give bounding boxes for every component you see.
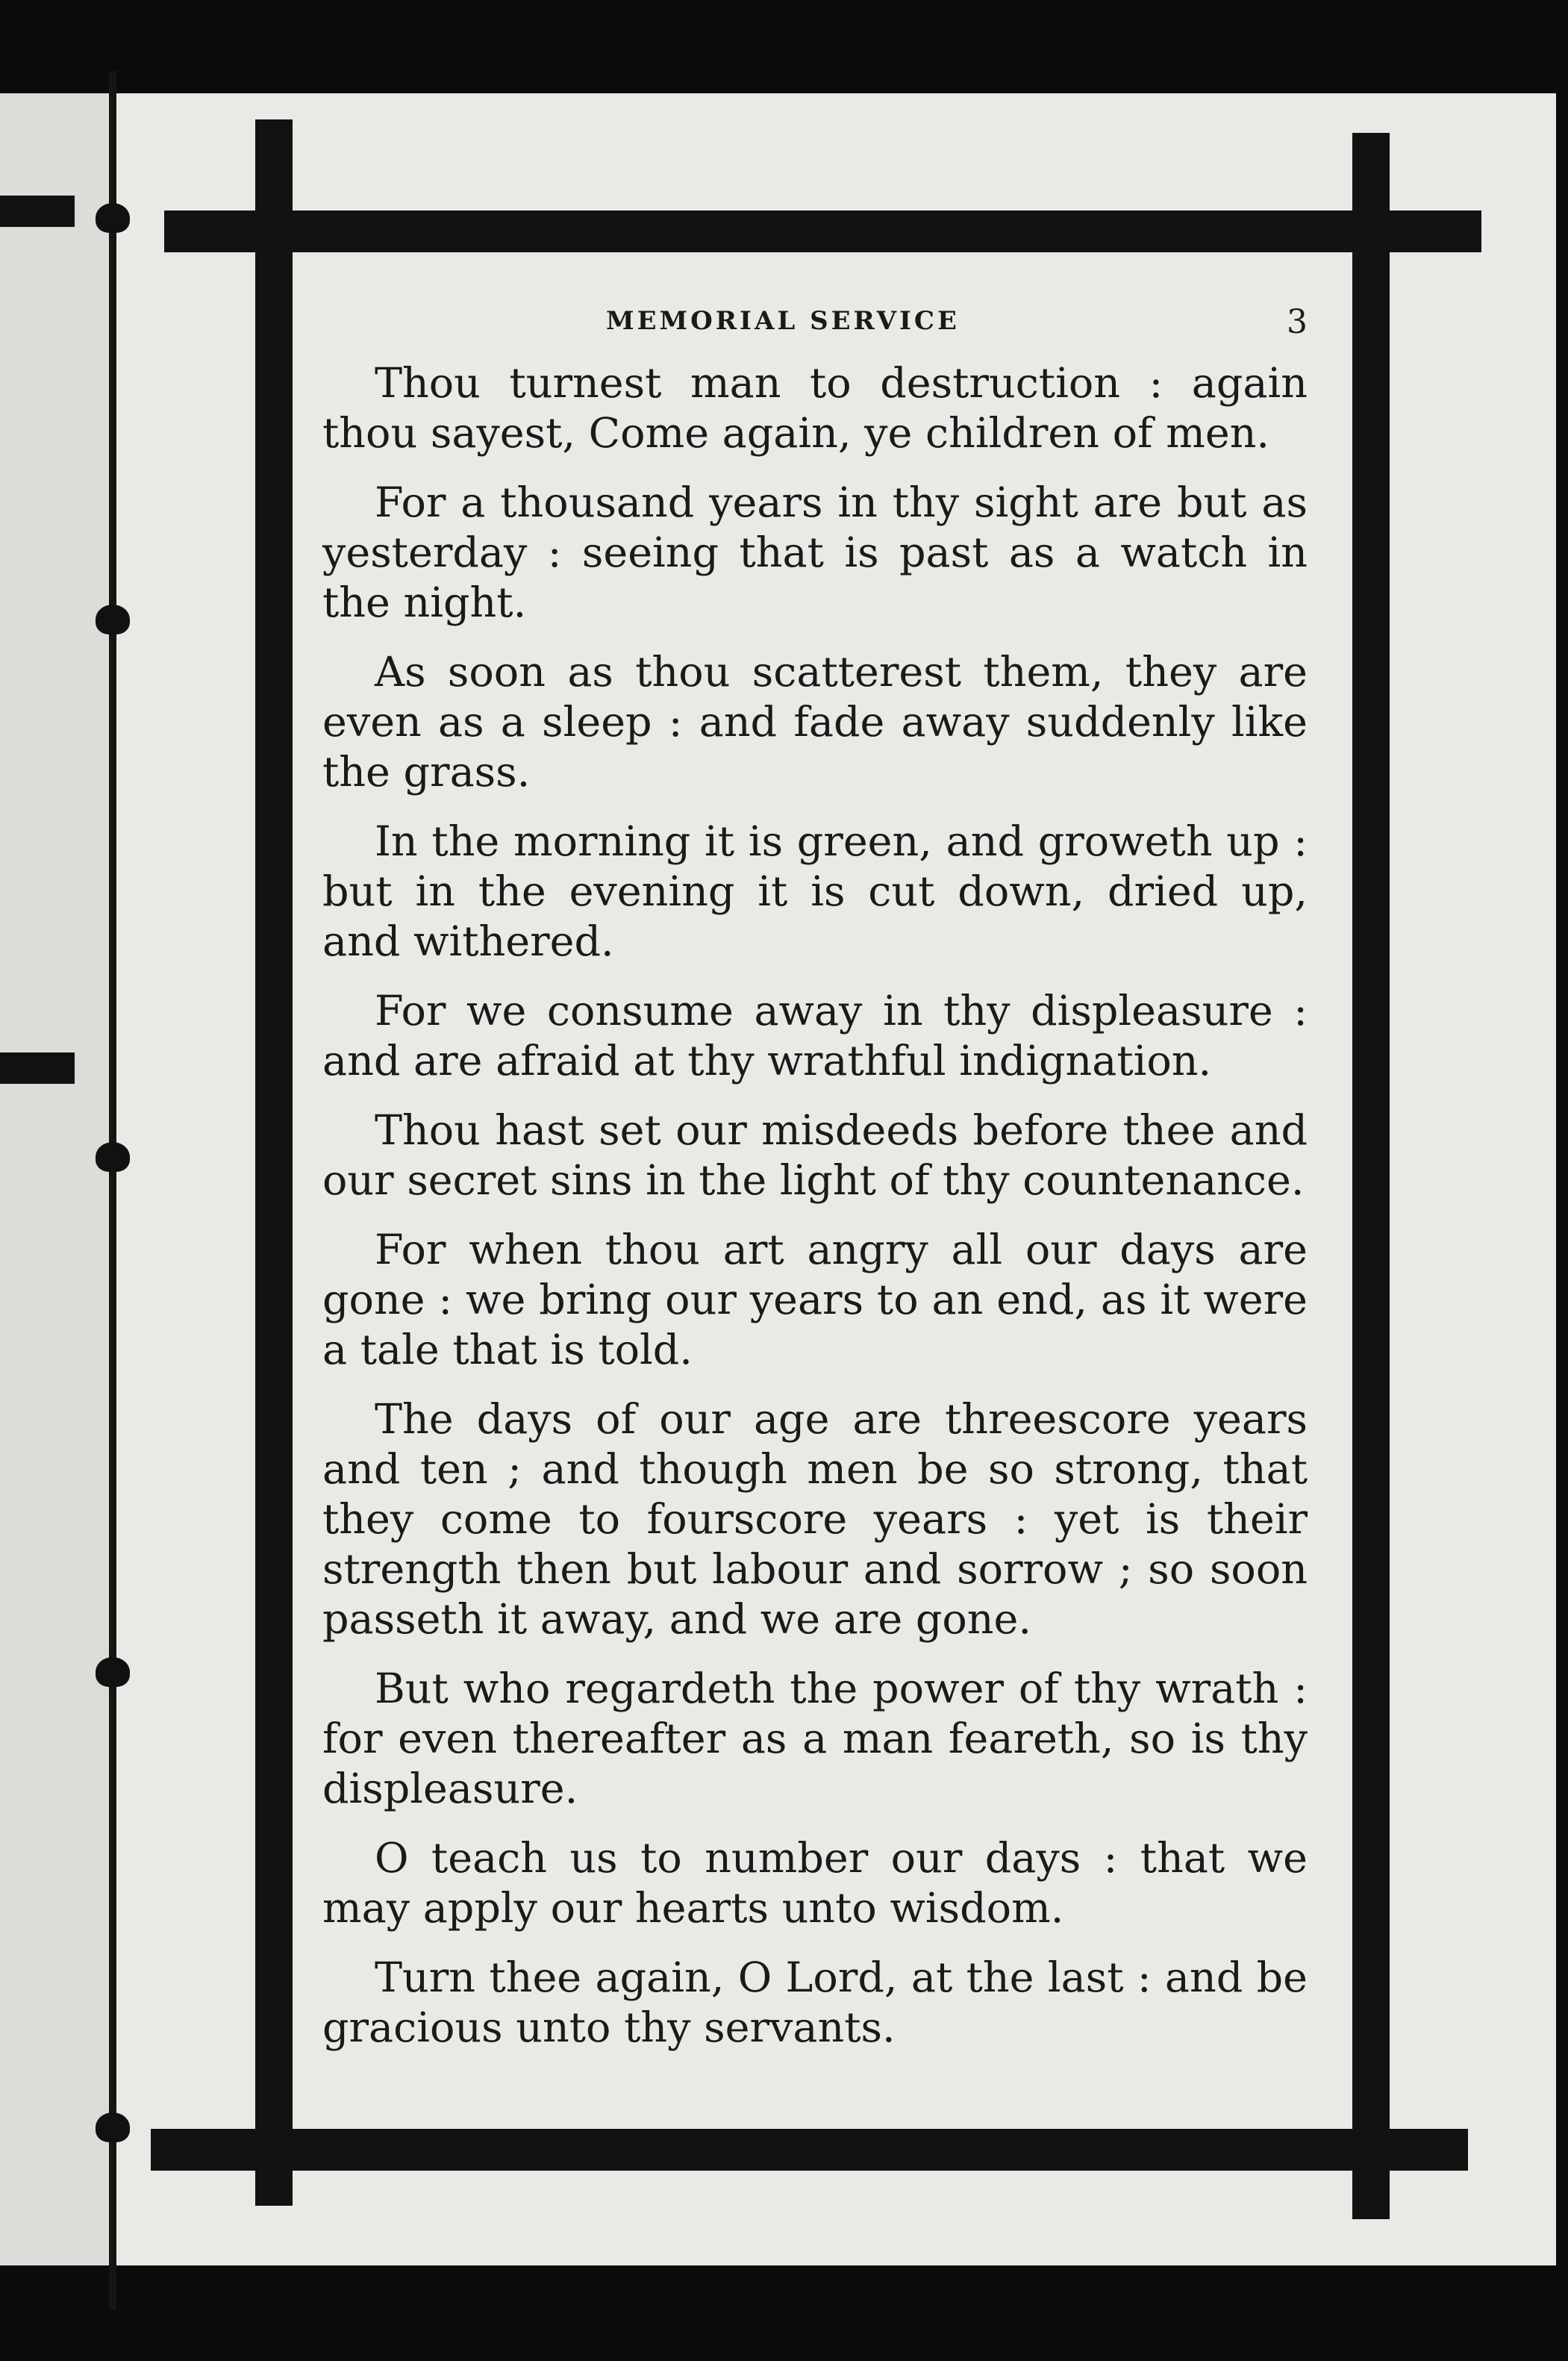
border-right-bar [1352,133,1390,2219]
running-head [322,299,1308,358]
facing-page-bar-bottom [0,1052,75,1084]
verse: For we consume away in thy displeasure : and are afraid at thy wrathful indignation. [322,987,1308,1085]
verse: For when thou art angry all our days are gone : we bring our years to an end, as it were a tale that is told. [322,1226,1308,1374]
verse: Turn thee again, O Lord, at the last : and be gracious unto thy servants. [322,1953,1308,2052]
verse: As soon as thou scatterest them, they are even as a sleep : and fade away suddenly like the grass. [322,648,1308,796]
facing-page-rule [109,71,116,2310]
border-top-bar [164,210,1481,252]
fleuron-ornament [96,203,130,233]
facing-page-bar-top [0,196,75,227]
verse: O teach us to number our days : that we may apply our hearts unto wisdom. [322,1834,1308,1933]
verse: Thou turnest man to destruction : again thou sayest, Come again, ye children of men. [322,359,1308,458]
fleuron-ornament [96,2112,130,2142]
fleuron-ornament [96,605,130,634]
fleuron-ornament [96,1142,130,1172]
border-bottom-bar [151,2129,1468,2171]
verse: In the morning it is green, and groweth up : but in the evening it is cut down, dried up, and withered. [322,817,1308,966]
verse: For a thousand years in thy sight are but as yesterday : seeing that is past as a watch in the night. [322,478,1308,627]
fleuron-ornament [96,1657,130,1687]
verse: The days of our age are threescore years and ten ; and though men be so strong, that they come to fourscore years : yet is their strength then but labour and sorrow ; so soon passeth it away, and we are gone. [322,1395,1308,1644]
border-left-bar [255,119,293,2206]
running-title: MEMORIAL SERVICE [606,306,960,336]
page-number: 3 [1287,303,1308,341]
facing-page-edge [0,93,113,2265]
verse: But who regardeth the power of thy wrath : for even thereafter as a man feareth, so is thy displeasure. [322,1665,1308,1813]
verse: Thou hast set our misdeeds before thee and our secret sins in the light of thy countenance. [322,1106,1308,1205]
page-text [322,299,1308,2098]
